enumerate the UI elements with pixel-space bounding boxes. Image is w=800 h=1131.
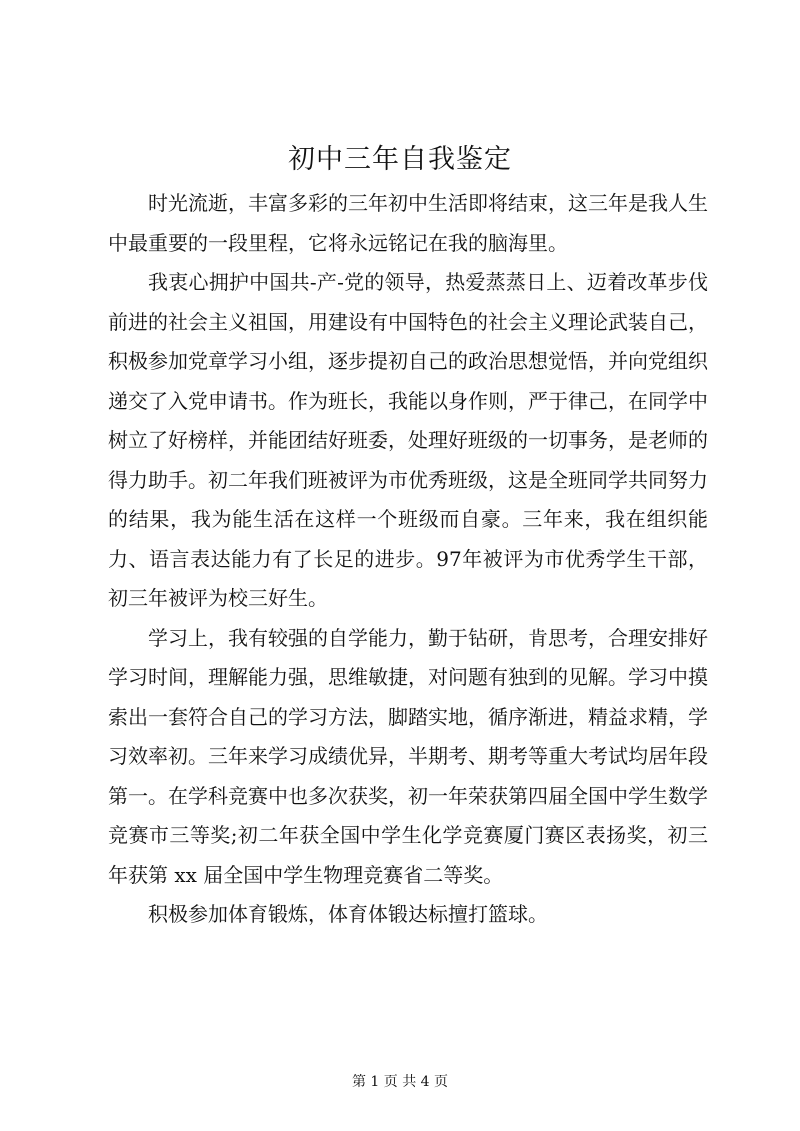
document-body	[108, 184, 708, 935]
paragraph-sports: 积极参加体育锻炼，体育体锻达标擅打篮球。	[148, 902, 548, 926]
paragraph-political: 我衷心拥护中国共-产-党的领导，热爱蒸蒸日上、迈着改革步伐前进的社会主义祖国，用建设有中国特色的社会主义理论武装自己，积极参加党章学习小组，逐步提初自己的政治思想觉悟，并向党组织递交了入党申请书。作为班长，我能以身作则，严于律己，在同学中树立了好榜样，并能团结好班委，处理好班级的一切事务，是老师的得力助手。初二年我们班被评为市优秀班级，这是全班同学共同努力的结果，我为能生活在这样一个班级而自豪。三年来，我在组织能力、语言表达能力有了长足的进步。97年被评为市优秀学生干部，初三年被评为校三好生。	[108, 270, 708, 610]
document-title: 初中三年自我鉴定	[288, 144, 512, 175]
paragraph-study: 学习上，我有较强的自学能力，勤于钻研，肯思考，合理安排好学习时间，理解能力强，思维敏捷，对问题有独到的见解。学习中摸索出一套符合自己的学习方法，脚踏实地，循序渐进，精益求精，学习效率初。三年来学习成绩优异，半期考、期考等重大考试均居年段第一。在学科竞赛中也多次获奖，初一年荣获第四届全国中学生数学竞赛市三等奖;初二年获全国中学生化学竞赛厦门赛区表扬奖，初三年获第 xx 届全国中学生物理竞赛省二等奖。	[108, 625, 708, 887]
paragraph-intro: 时光流逝，丰富多彩的三年初中生活即将结束，这三年是我人生中最重要的一段里程，它将永远铭记在我的脑海里。	[108, 191, 708, 255]
page-number-footer: 第 1 页 共 4 页	[351, 1074, 449, 1090]
